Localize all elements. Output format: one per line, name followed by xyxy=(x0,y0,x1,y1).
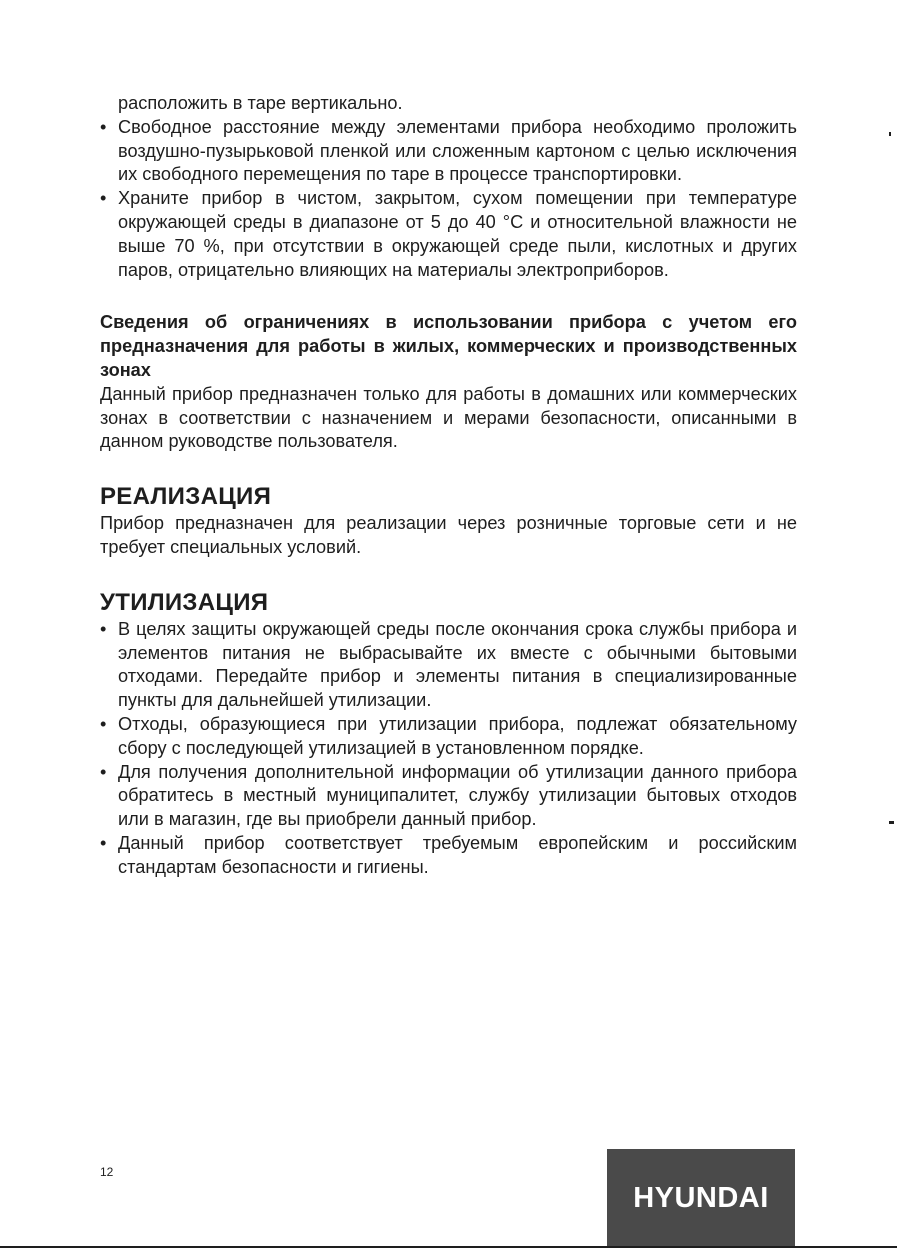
bullet-marker: • xyxy=(100,116,107,137)
restrictions-heading: Сведения об ограничениях в использовании прибора с учетом его предназначения для работы в жилых, коммерческих и производственных зонах xyxy=(100,312,797,380)
list-item-text: Свободное расстояние между элементами прибора необходимо проложить воздушно-пузырьковой пленкой или сложенным картоном с целью исключения их свободного перемещения по таре в процессе транспортировки. xyxy=(118,116,797,185)
list-item-text: Для получения дополнительной информации об утилизации данного прибора обратитесь в местный муниципалитет, службу утилизации бытовых отходов или в магазин, где вы приобрели данный прибор. xyxy=(118,761,797,830)
sales-title: РЕАЛИЗАЦИЯ xyxy=(100,483,272,511)
section-spacer xyxy=(100,560,797,588)
page-number: 12 xyxy=(100,1165,114,1179)
packing-bullet-list xyxy=(100,116,797,283)
sales-text: Прибор предназначен для реализации через розничные торговые сети и не требует специальных условий. xyxy=(100,513,797,557)
list-item xyxy=(100,187,797,282)
restrictions-text: Данный прибор предназначен только для работы в домашних или коммерческих зонах в соответствии с назначением и мерами безопасности, описанными в данном руководстве пользователя. xyxy=(100,383,797,452)
bullet-marker: • xyxy=(100,761,107,782)
bullet-marker: • xyxy=(100,188,107,209)
brand-logo-text: HYUNDAI xyxy=(633,1182,769,1214)
list-item-text: В целях защиты окружающей среды после окончания срока службы прибора и элементов питания не выбрасывайте их вместе с обычными бытовыми отходами. Передайте прибор и элементы питания в специализированные пункты для дальнейшей утилизации. xyxy=(118,618,797,711)
brand-logo xyxy=(607,1149,795,1248)
list-item xyxy=(100,832,797,880)
edge-mark xyxy=(889,821,894,824)
section-spacer xyxy=(100,454,797,482)
edge-mark xyxy=(889,132,891,136)
page-content xyxy=(100,92,797,880)
packing-continuation: расположить в таре вертикально. xyxy=(118,93,403,113)
bullet-marker: • xyxy=(100,832,107,853)
list-item xyxy=(100,116,797,187)
list-item-text: Данный прибор соответствует требуемым европейским и российским стандартам безопасности и гигиены. xyxy=(118,832,797,877)
list-item xyxy=(100,713,797,761)
list-item xyxy=(100,618,797,713)
bullet-marker: • xyxy=(100,618,107,639)
list-item-text: Отходы, образующиеся при утилизации прибора, подлежат обязательному сбору с последующей утилизацией в установленном порядке. xyxy=(118,713,797,758)
list-item xyxy=(100,761,797,832)
disposal-bullet-list xyxy=(100,618,797,880)
disposal-title: УТИЛИЗАЦИЯ xyxy=(100,588,269,616)
list-item-text: Храните прибор в чистом, закрытом, сухом помещении при температуре окружающей среды в диапазоне от 5 до 40 °C и относительной влажности не выше 70 %, при отсутствии в окружающей среде пыли, кислотных и других паров, отрицательно влияющих на материалы электроприборов. xyxy=(118,188,797,280)
bullet-marker: • xyxy=(100,713,107,734)
